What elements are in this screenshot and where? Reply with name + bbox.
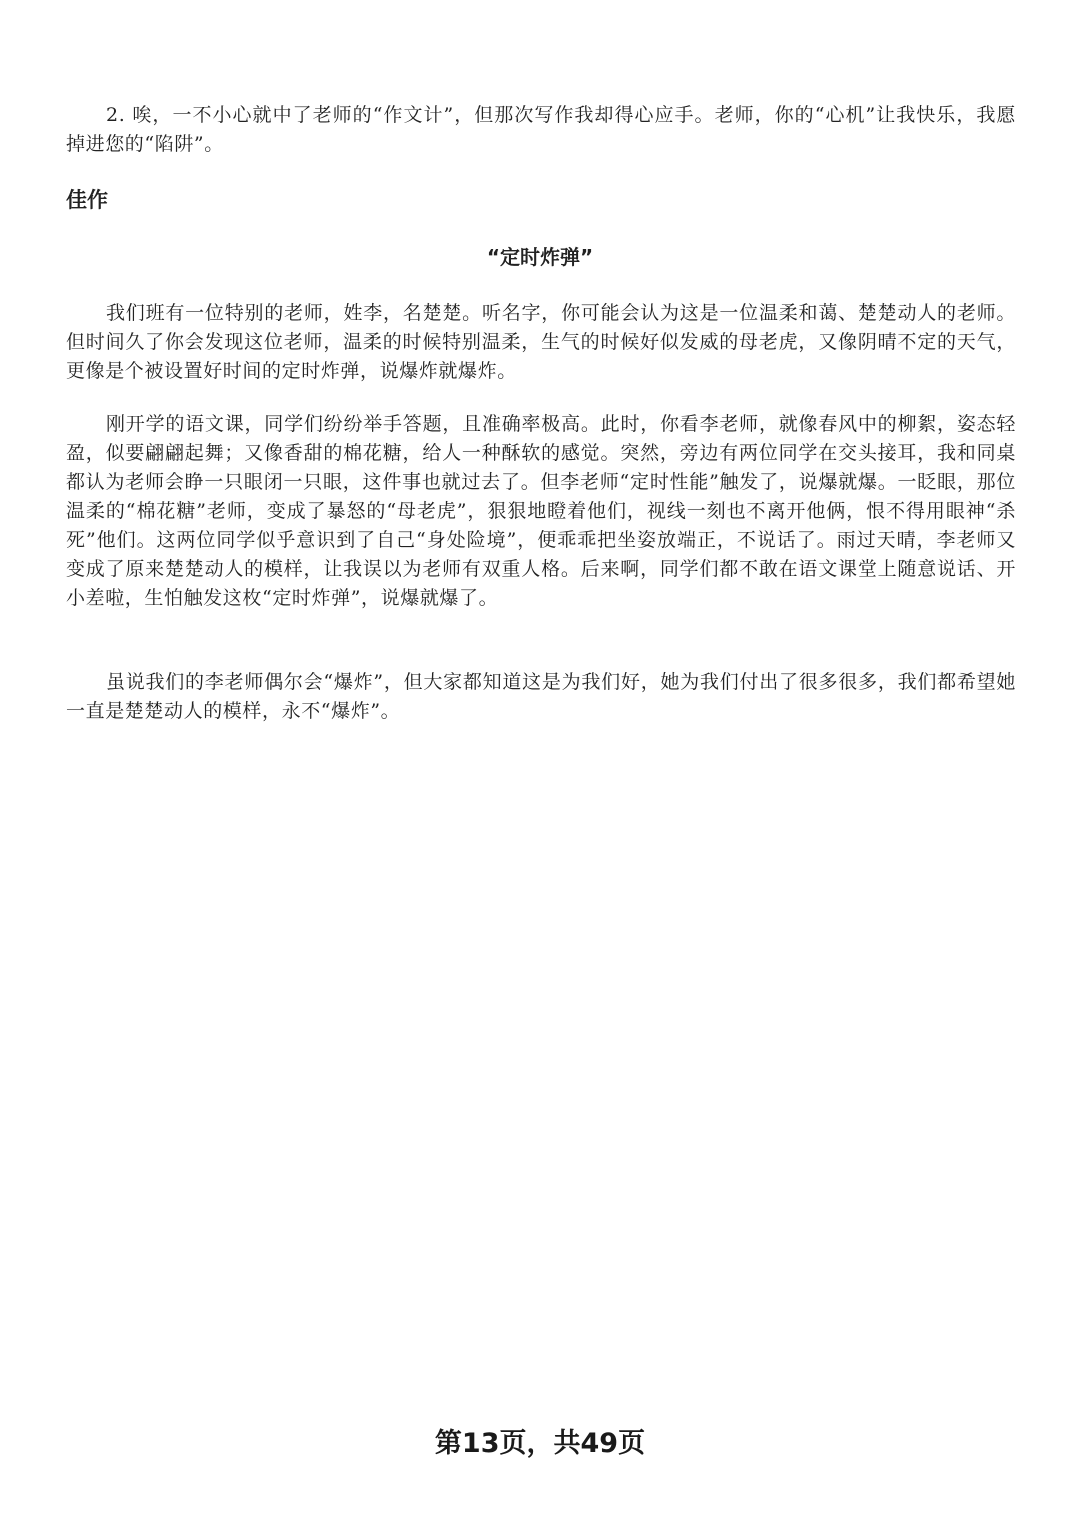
page-number-footer: 第13页，共49页 [434, 1428, 646, 1459]
essay-paragraph-2: 刚开学的语文课，同学们纷纷举手答题，且准确率极高。此时，你看李老师，就像春风中的柳絮，姿态轻盈，似要翩翩起舞；又像香甜的棉花糖，给人一种酥软的感觉。突然，旁边有两位同学在交头接耳，我和同桌都认为老师会睁一只眼闭一只眼，这件事也就过去了。但李老师“定时性能”触发了，说爆就爆。一眨眼，那位温柔的“棉花糖”老师，变成了暴怒的“母老虎”，狠狠地瞪着他们，视线一刻也不离开他俩，恨不得用眼神“杀死”他们。这两位同学似乎意识到了自己“身处险境”，便乖乖把坐姿放端正，不说话了。雨过天晴，李老师又变成了原来楚楚动人的模样，让我误以为老师有双重人格。后来啊，同学们都不敢在语文课堂上随意说话、开小差啦，生怕触发这枚“定时炸弹”，说爆就爆了。 [66, 413, 1016, 609]
intro-paragraph: 2. 唉，一不小心就中了老师的“作文计”，但那次写作我却得心应手。老师，你的“心机”让我快乐，我愿掉进您的“陷阱”。 [66, 104, 1016, 155]
section-heading: 佳作 [66, 188, 108, 212]
essay-paragraph-1: 我们班有一位特别的老师，姓李，名楚楚。听名字，你可能会认为这是一位温柔和蔼、楚楚动人的老师。但时间久了你会发现这位老师，温柔的时候特别温柔，生气的时候好似发威的母老虎，又像阴晴不定的天气，更像是个被设置好时间的定时炸弹，说爆炸就爆炸。 [66, 302, 1016, 382]
essay-paragraph-3: 虽说我们的李老师偶尔会“爆炸”，但大家都知道这是为我们好，她为我们付出了很多很多，我们都希望她一直是楚楚动人的模样，永不“爆炸”。 [66, 671, 1016, 722]
essay-title: “定时炸弹” [486, 245, 594, 269]
